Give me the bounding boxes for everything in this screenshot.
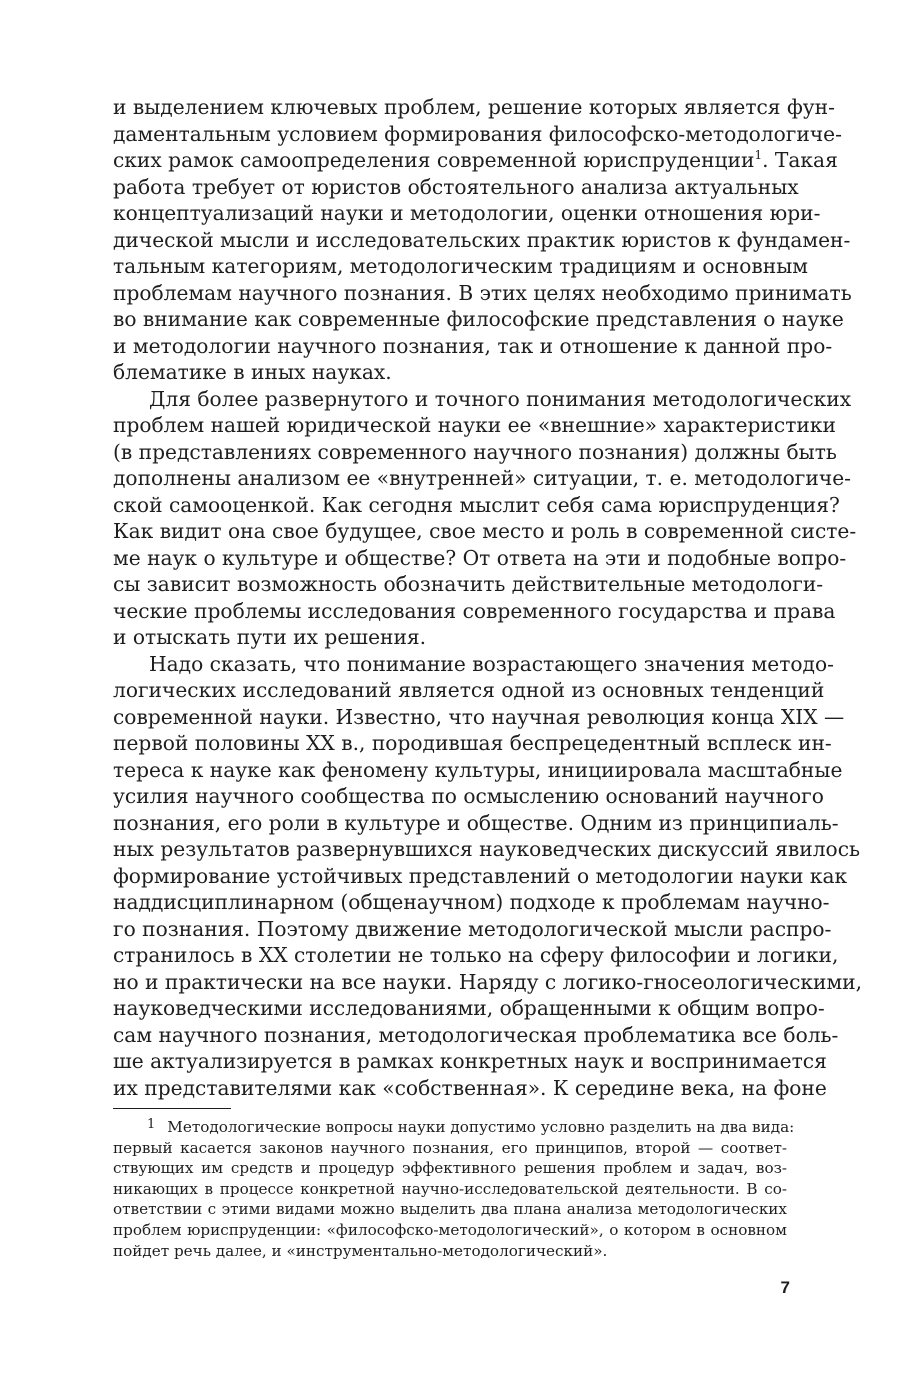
text-line: познания, его роли в культуре и обществе. Одним из принципиаль-: [113, 810, 839, 835]
text-line-with-footnote-ref: [113, 147, 838, 174]
text-line: проблем нашей юридической науки ее «внешние» характеристики: [113, 413, 836, 437]
text-line: и выделением ключевых проблем, решение которых является фун-: [113, 95, 835, 119]
text-line: го познания. Поэтому движение методологической мысли распро-: [113, 916, 832, 941]
footnote-line: проблем юриспруденции: «философско-методологический», о котором в основном: [113, 1220, 787, 1239]
footnote-line-text: Методологические вопросы науки допустимо условно разделить на два вида:: [167, 1118, 795, 1136]
text-line-tail: . Такая: [762, 148, 838, 172]
footnote-reference[interactable]: 1: [754, 148, 763, 162]
text-line: их представителями как «собственная». К середине века, на фоне: [113, 1075, 827, 1100]
text-line: но и практически на все науки. Наряду с логико-гносеологическими,: [113, 969, 863, 994]
footnote-line: [113, 1117, 795, 1138]
text-line: ных результатов развернувшихся науковедческих дискуссий явилось: [113, 837, 860, 861]
text-line: концептуализаций науки и методологии, оценки отношения юри-: [113, 201, 821, 225]
footnote-line: никающих в процессе конкретной научно-исследовательской деятельности. В со-: [113, 1179, 787, 1198]
footnote-line: ответствии с этими видами можно выделить два плана анализа методологических: [113, 1200, 787, 1219]
text-line: блематике в иных науках.: [113, 360, 392, 384]
text-line: ской самооценкой. Как сегодня мыслит себя сама юриспруденция?: [113, 492, 840, 517]
text-line: работа требует от юристов обстоятельного анализа актуальных: [113, 174, 799, 199]
main-text: [113, 94, 863, 1101]
text-line: наддисциплинарном (общенаучном) подходе к проблемам научно-: [113, 890, 830, 914]
text-line: Надо сказать, что понимание возрастающего значения методо-: [149, 651, 834, 676]
text-line: ме наук о культуре и обществе? От ответа на эти и подобные вопро-: [113, 545, 847, 570]
footnote-line: пойдет речь далее, и «инструментально-методологический».: [113, 1241, 608, 1260]
text-line: дической мысли и исследовательских практик юристов к фундамен-: [113, 227, 851, 252]
text-line: Как видит она свое будущее, свое место и роль в современной систе-: [113, 519, 857, 543]
text-line: и методологии научного познания, так и отношение к данной про-: [113, 333, 833, 358]
text-line: проблемам научного познания. В этих целях необходимо принимать: [113, 280, 852, 305]
text-line: дополнены анализом ее «внутренней» ситуации, т. е. методологиче-: [113, 466, 851, 490]
text-line: сы зависит возможность обозначить действительные методологи-: [113, 572, 824, 596]
page-number: 7: [780, 1278, 790, 1297]
text-line: ских рамок самоопределения современной юриспруденции: [113, 148, 755, 172]
text-line: даментальным условием формирования философско-методологиче-: [113, 121, 842, 146]
text-line: ческие проблемы исследования современного государства и права: [113, 598, 836, 623]
text-line: ше актуализируется в рамках конкретных наук и воспринимается: [113, 1049, 827, 1073]
footnote-number: 1: [147, 1117, 156, 1132]
text-line: усилия научного сообщества по осмыслению оснований научного: [113, 784, 824, 808]
text-line: науковедческими исследованиями, обращенными к общим вопро-: [113, 996, 825, 1020]
text-line: (в представлениях современного научного познания) должны быть: [113, 439, 837, 464]
text-line: тальным категориям, методологическим традициям и основным: [113, 254, 808, 278]
text-line: современной науки. Известно, что научная революция конца XIX —: [113, 704, 845, 729]
text-line: странилось в XX столетии не только на сферу философии и логики,: [113, 943, 839, 967]
text-line: формирование устойчивых представлений о методологии науки как: [113, 863, 848, 888]
footnote-line: первый касается законов научного познания, его принципов, второй — соответ-: [113, 1138, 787, 1157]
text-line: и отыскать пути их решения.: [113, 625, 427, 649]
text-line: Для более развернутого и точного понимания методологических: [149, 386, 852, 411]
text-line: логических исследований является одной из основных тенденций: [113, 678, 825, 702]
text-line: тереса к науке как феномену культуры, инициировала масштабные: [113, 757, 843, 782]
footnote: [113, 1117, 795, 1261]
text-line: сам научного познания, методологическая проблематика все боль-: [113, 1022, 839, 1047]
text-line: первой половины XX в., породившая беспрецедентный всплеск ин-: [113, 731, 832, 755]
footnote-divider: [113, 1108, 231, 1109]
footnote-line: ствующих им средств и процедур эффективного решения проблем и задач, воз-: [113, 1159, 787, 1178]
text-line: во внимание как современные философские представления о науке: [113, 307, 844, 331]
